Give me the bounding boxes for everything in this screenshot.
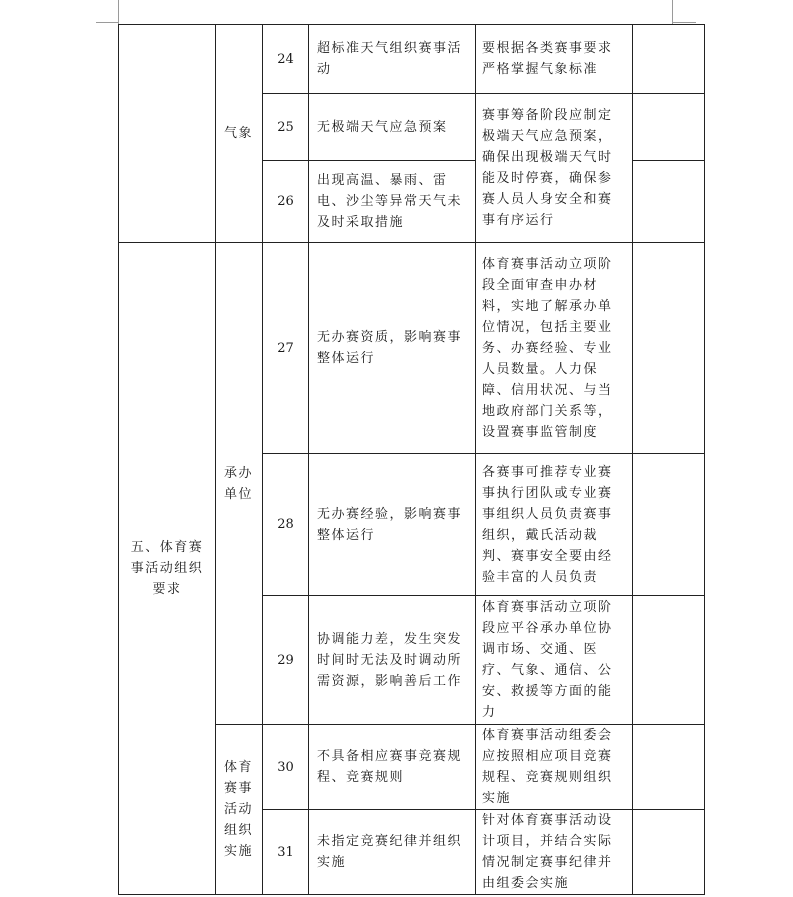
control-measure: 赛事筹备阶段应制定极端天气应急预案，确保出现极端天气时能及时停赛，确保参赛人员人身安全和赛事有序运行	[476, 94, 633, 243]
crop-mark-left-horizontal	[96, 22, 119, 23]
control-measure: 各赛事可推荐专业赛事执行团队或专业赛事组织人员负责赛事组织，戴氏活动裁判、赛事安全要由经验丰富的人员负责	[476, 454, 633, 596]
remarks-cell	[633, 25, 705, 94]
row-number: 24	[263, 25, 309, 94]
remarks-cell	[633, 725, 705, 810]
table-row	[119, 25, 705, 94]
remarks-cell	[633, 161, 705, 243]
remarks-cell	[633, 243, 705, 454]
risk-description: 超标准天气组织赛事活动	[309, 25, 476, 94]
row-number: 27	[263, 243, 309, 454]
subcategory-organizer: 承办单位	[216, 243, 263, 725]
risk-table	[118, 24, 705, 895]
risk-description: 无极端天气应急预案	[309, 94, 476, 161]
risk-description: 未指定竞赛纪律并组织实施	[309, 810, 476, 895]
remarks-cell	[633, 596, 705, 725]
crop-mark-left-vertical	[118, 0, 119, 24]
risk-description: 出现高温、暴雨、雷电、沙尘等异常天气未及时采取措施	[309, 161, 476, 243]
control-measure: 体育赛事活动立项阶段应平谷承办单位协调市场、交通、医疗、气象、通信、公安、救援等方面的能力	[476, 596, 633, 725]
row-number: 26	[263, 161, 309, 243]
category-cell-prev	[119, 25, 216, 243]
control-measure: 体育赛事活动立项阶段全面审查申办材料，实地了解承办单位情况，包括主要业务、办赛经验、专业人员数量。人力保障、信用状况、与当地政府部门关系等，设置赛事监管制度	[476, 243, 633, 454]
risk-description: 无办赛经验，影响赛事整体运行	[309, 454, 476, 596]
row-number: 28	[263, 454, 309, 596]
crop-mark-right-horizontal	[672, 22, 696, 23]
control-measure: 针对体育赛事活动设计项目，并结合实际情况制定赛事纪律并由组委会实施	[476, 810, 633, 895]
remarks-cell	[633, 810, 705, 895]
category-section-5: 五、体育赛事活动组织要求	[119, 243, 216, 895]
subcategory-implementation: 体育赛事活动组织实施	[216, 725, 263, 895]
risk-description: 无办赛资质，影响赛事整体运行	[309, 243, 476, 454]
risk-description: 不具备相应赛事竞赛规程、竞赛规则	[309, 725, 476, 810]
row-number: 25	[263, 94, 309, 161]
subcategory-weather: 气象	[216, 25, 263, 243]
remarks-cell	[633, 454, 705, 596]
remarks-cell	[633, 94, 705, 161]
control-measure: 要根据各类赛事要求严格掌握气象标准	[476, 25, 633, 94]
table-row	[119, 243, 705, 454]
control-measure: 体育赛事活动组委会应按照相应项目竞赛规程、竞赛规则组织实施	[476, 725, 633, 810]
risk-description: 协调能力差，发生突发时间时无法及时调动所需资源，影响善后工作	[309, 596, 476, 725]
row-number: 30	[263, 725, 309, 810]
crop-mark-right-vertical	[672, 0, 673, 24]
row-number: 29	[263, 596, 309, 725]
row-number: 31	[263, 810, 309, 895]
